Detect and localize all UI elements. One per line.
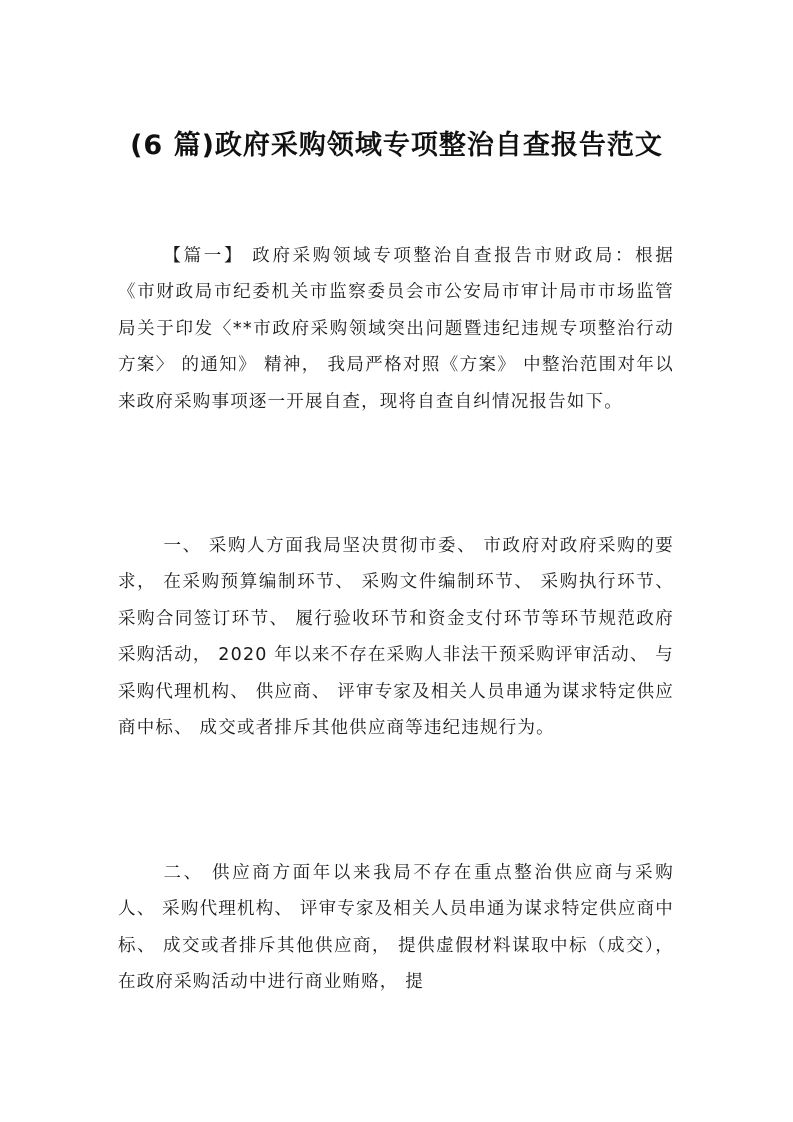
paragraph-2: 一、 采购人方面我局坚决贯彻市委、 市政府对政府采购的要求， 在采购预算编制环节、 采购文件编制环节、 采购执行环节、 采购合同签订环节、 履行验收环节和资金支付环节等环节规范政府采购活动， 2020 年以来不存在采购人非法干预采购评审活动、 与采购代理机构、 供应商、 评审专家及相关人员串通为谋求特定供应商中标、 成交或者排斥其他供应商等违纪违规行为。 — [118, 536, 674, 739]
paragraph-1: 【篇一】 政府采购领域专项整治自查报告市财政局：根据《市财政局市纪委机关市监察委员会市公安局市审计局市市场监管局关于印发〈**市政府采购领域突出问题暨违纪违规专项整治行动方案〉 的通知》 精神， 我局严格对照《方案》 中整治范围对年以来政府采购事项逐一开展自查，现将自查自纠情况报告如下。 — [118, 246, 674, 412]
paragraph-3: 二、 供应商方面年以来我局不存在重点整治供应商与采购人、 采购代理机构、 评审专家及相关人员串通为谋求特定供应商中标、 成交或者排斥其他供应商， 提供虚假材料谋取中标（成交）， 在政府采购活动中进行商业贿赂， 提 — [118, 863, 674, 993]
document-title: (6 篇)政府采购领域专项整治自查报告范文 — [130, 130, 663, 161]
